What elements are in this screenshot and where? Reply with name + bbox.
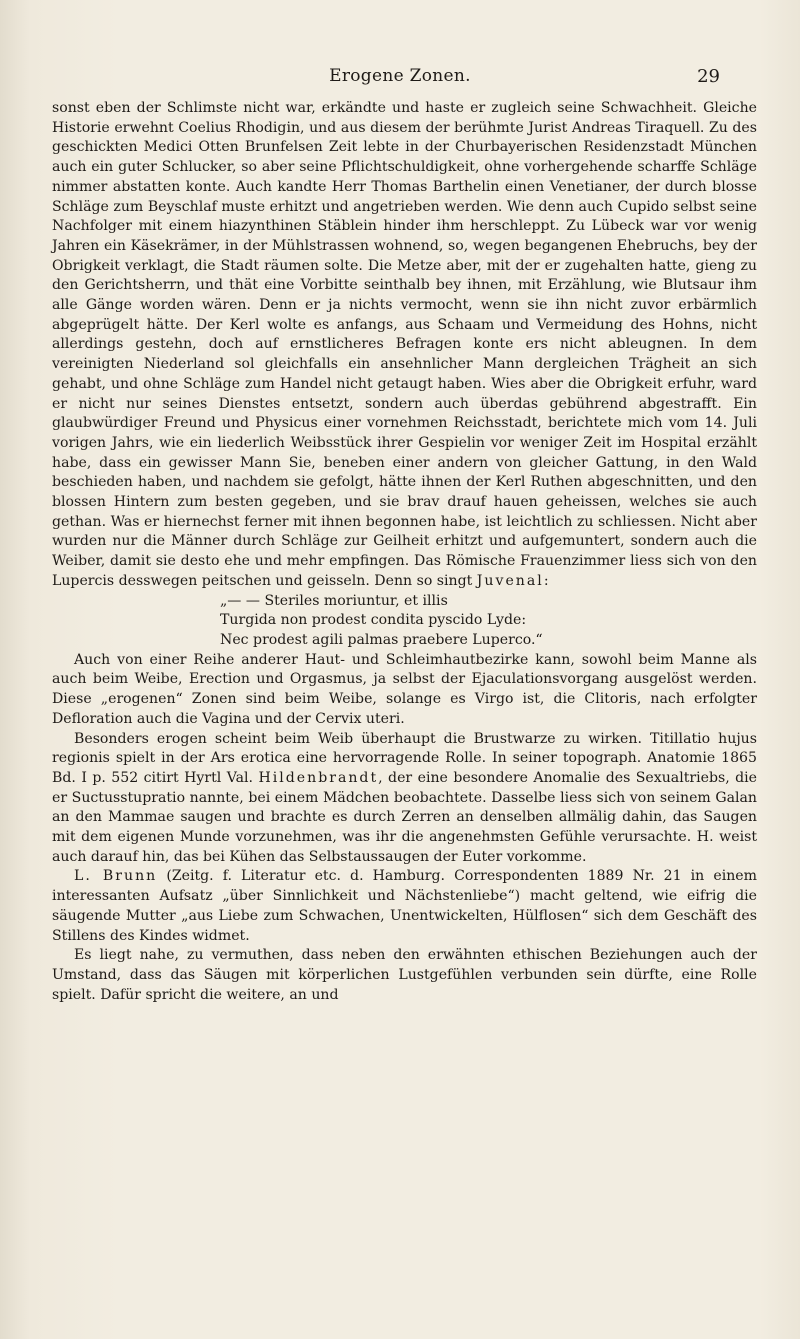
paragraph-3-text-a: Besonders erogen scheint beim Weib überhaupt die Brustwarze zu wirken. Titillatio hujus regionis spielt in der Ars erotica eine hervorragende Rolle. In seiner topograph. Anatomie 1865 Bd. I p. 552 citirt Hyrtl Val.: [52, 730, 757, 786]
verse-line: „— — Steriles moriuntur, et illis: [220, 592, 448, 609]
verse-line: Turgida non prodest condita pyscido Lyde:: [220, 612, 527, 629]
body-text: [52, 99, 757, 1005]
latin-verse: [220, 592, 757, 651]
running-title: Erogene Zonen.: [329, 66, 471, 86]
juvenal-colon: :: [543, 572, 549, 589]
paragraph-5: Es liegt nahe, zu vermuthen, dass neben den erwähnten ethischen Beziehungen auch der Umstand, dass das Säugen mit körperlichen Lustgefühlen verbunden sein dürfte, eine Rolle spielt. Dafür spricht die weitere, an und: [52, 947, 757, 1003]
paragraph-4: [52, 867, 757, 946]
paragraph-2: Auch von einer Reihe anderer Haut- und Schleimhautbezirke kann, sowohl beim Manne als auch beim Weibe, Erection und Orgasmus, ja selbst der Ejaculationsvorgang ausgelöst werden. Diese „erogenen“ Zonen sind beim Weibe, solange es Virgo ist, die Clitoris, nach erfolgter Defloration auch die Vagina und der Cervix uteri.: [52, 651, 757, 727]
page-number: 29: [697, 66, 720, 87]
paragraph-4-text: (Zeitg. f. Literatur etc. d. Hamburg. Correspondenten 1889 Nr. 21 in einem interessanten Aufsatz „über Sinnlichkeit und Nächstenliebe“) macht geltend, wie eifrig die säugende Mutter „aus Liebe zum Schwachen, Unentwickelten, Hülflosen“ sich dem Geschäft des Stillens des Kindes widmet.: [52, 868, 757, 944]
paragraph-1: [52, 99, 757, 592]
juvenal-name: Juvenal: [476, 572, 544, 589]
brunn-name: L. Brunn: [74, 868, 158, 885]
verse-line: Nec prodest agili palmas praebere Luperco.“: [220, 631, 543, 648]
hildenbrandt-name: Hildenbrandt: [258, 769, 379, 786]
paragraph-3: [52, 730, 757, 868]
paragraph-3-text-b: , der eine besondere Anomalie des Sexualtriebs, die er Suctusstupratio nannte, bei einem Mädchen beobachtete. Dasselbe liess sich von seinem Galan an den Mammae saugen und brachte es durch Zerren an denselben allmälig dahin, das Saugen mit dem eigenen Munde vorzunehmen, was ihr die angenehmsten Gefühle verursachte. H. weist auch darauf hin, das bei Kühen das Selbstaussaugen der Euter vorkomme.: [52, 769, 758, 865]
paragraph-1-text: sonst eben der Schlimste nicht war, erkändte und haste er zugleich seine Schwachheit. Gleiche Historie erwehnt Coelius Rhodigin, und aus diesem der berühmte Jurist Andreas Tiraquell. Zu des geschickten Medici Otten Brunfelsen Zeit lebte in der Churbayerischen Residenzstadt München auch ein guter Schlucker, so aber seine Pflichtschuldigkeit, ohne vorhergehende scharffe Schläge nimmer abstatten konte. Auch kandte Herr Thomas Barthelin einen Venetianer, der durch blosse Schläge zum Beyschlaf muste erhitzt und angetrieben werden. Wie denn auch Cupido selbst seine Nachfolger mit einem hiazynthinen Stäblein hinder ihm herschleppt. Zu Lübeck war vor wenig Jahren ein Käsekrämer, in der Mühlstrassen wohnend, so, wegen begangenen Ehebruchs, bey der Obrigkeit verklagt, die Stadt räumen solte. Die Metze aber, mit der er zugehalten hatte, gieng zu den Gerichtsherrn, und thät eine Vorbitte seinthalb bey ihnen, mit Erzählung, wie Blutsaur ihm alle Gänge worden wären. Denn er ja nichts vermocht, wenn sie ihn nicht zuvor erbärmlich abgeprügelt hätte. Der Kerl wolte es anfangs, aus Schaam und Vermeidung des Hohns, nicht allerdings gestehn, doch auf ernstlicheres Befragen konte ers nicht ableugnen. In dem vereinigten Niederland sol gleichfalls ein ansehnlicher Mann dergleichen Trägheit an sich gehabt, und ohne Schläge zum Handel nicht getaugt haben. Wies aber die Obrigkeit erfuhr, ward er nicht nur seines Dienstes entsetzt, sondern auch überdas gebührend abgestrafft. Ein glaubwürdiger Freund und Physicus einer vornehmen Reichsstadt, berichtete mich vom 14. Juli vorigen Jahrs, wie ein liederlich Weibsstück ihrer Gespielin vor weniger Zeit im Hospital erzählt habe, dass ein gewisser Mann Sie, beneben einer andern von gleicher Gattung, in den Wald beschieden haben, und nachdem sie gefolgt, hätte ihnen der Kerl Ruthen abgeschnitten, und den blossen Hintern zum besten gegeben, und sie brav drauf hauen geheissen, welches sie auch gethan. Was er hiernechst ferner mit ihnen begonnen habe, ist leichtlich zu schliessen. Nicht aber wurden nur die Männer durch Schläge zur Geilheit erhitzt und aufgemuntert, sondern auch die Weiber, damit sie desto ehe und mehr empfingen. Das Römische Frauenzimmer liess sich von den Lupercis desswegen peitschen und geisseln. Denn so singt: [52, 100, 757, 589]
